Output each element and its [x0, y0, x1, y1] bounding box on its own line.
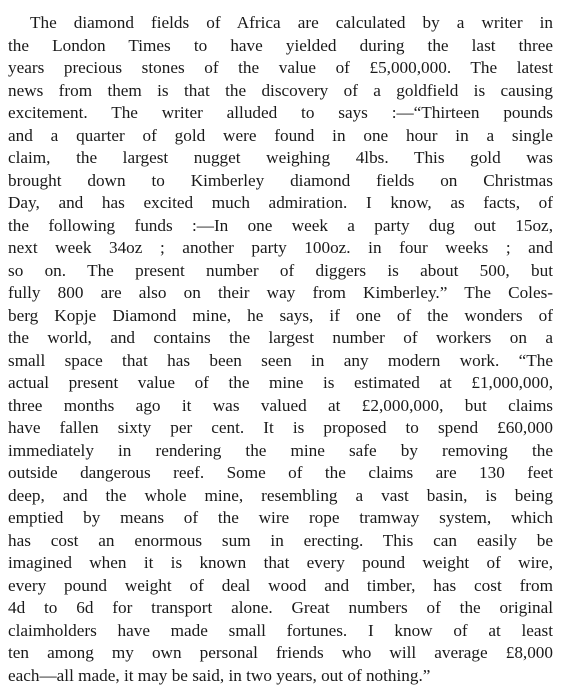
article-line: berg Kopje Diamond mine, he says, if one of the wonders of	[8, 305, 553, 328]
newspaper-clipping	[4, 4, 557, 676]
article-line: Day, and has excited much admiration. I know, as facts, of	[8, 192, 553, 215]
article-line: years precious stones of the value of £5,000,000. The latest	[8, 57, 553, 80]
article-line: imagined when it is known that every pound weight of wire,	[8, 552, 553, 575]
article-line: outside dangerous reef. Some of the claims are 130 feet	[8, 462, 553, 485]
article-line: claim, the largest nugget weighing 4lbs. This gold was	[8, 147, 553, 170]
article-line: the world, and contains the largest number of workers on a	[8, 327, 553, 350]
article-line: The diamond fields of Africa are calculated by a writer in	[8, 12, 553, 35]
article-body	[4, 4, 557, 687]
article-line: news from them is that the discovery of a goldfield is causing	[8, 80, 553, 103]
article-line: claimholders have made small fortunes. I know of at least	[8, 620, 553, 643]
article-line: the following funds :—In one week a party dug out 15oz,	[8, 215, 553, 238]
article-line: ten among my own personal friends who will average £8,000	[8, 642, 553, 665]
article-line: small space that has been seen in any modern work. “The	[8, 350, 553, 373]
article-line: three months ago it was valued at £2,000,000, but claims	[8, 395, 553, 418]
article-line: actual present value of the mine is estimated at £1,000,000,	[8, 372, 553, 395]
article-line: has cost an enormous sum in erecting. This can easily be	[8, 530, 553, 553]
article-line: so on. The present number of diggers is about 500, but	[8, 260, 553, 283]
article-line: and a quarter of gold were found in one hour in a single	[8, 125, 553, 148]
article-line: each—all made, it may be said, in two years, out of nothing.”	[8, 665, 553, 687]
article-line: emptied by means of the wire rope tramway system, which	[8, 507, 553, 530]
article-line: excitement. The writer alluded to says :—“Thirteen pounds	[8, 102, 553, 125]
article-line: next week 34oz ; another party 100oz. in four weeks ; and	[8, 237, 553, 260]
article-line: fully 800 are also on their way from Kimberley.” The Coles-	[8, 282, 553, 305]
article-line: have fallen sixty per cent. It is proposed to spend £60,000	[8, 417, 553, 440]
article-line: immediately in rendering the mine safe by removing the	[8, 440, 553, 463]
article-line: deep, and the whole mine, resembling a vast basin, is being	[8, 485, 553, 508]
article-line: 4d to 6d for transport alone. Great numbers of the original	[8, 597, 553, 620]
article-line: the London Times to have yielded during the last three	[8, 35, 553, 58]
article-line: brought down to Kimberley diamond fields on Christmas	[8, 170, 553, 193]
article-line: every pound weight of deal wood and timber, has cost from	[8, 575, 553, 598]
